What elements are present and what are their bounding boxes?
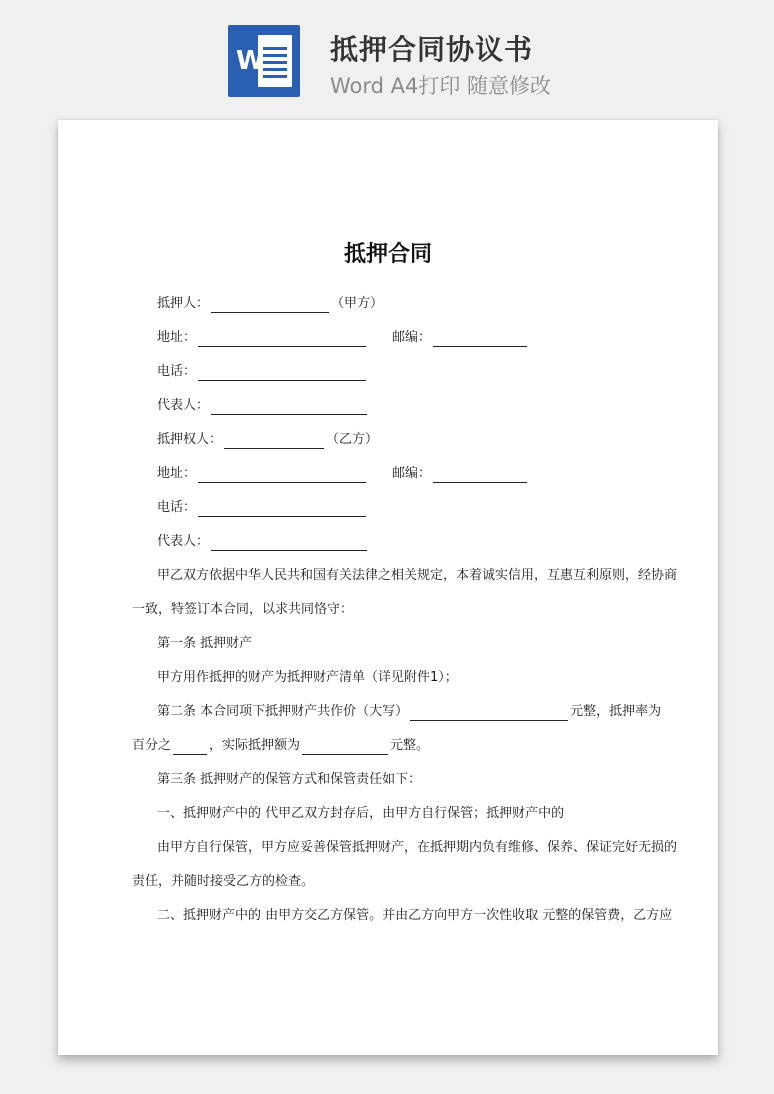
postcode-a-blank[interactable] [433,332,527,347]
watermark: ​ [92,451,104,470]
rep-label: 代表人： [157,398,210,413]
rep-a-blank[interactable] [211,400,367,415]
rep-b-blank[interactable] [211,536,367,551]
mortgagee-label: 抵押权人： [157,432,223,447]
article-2-line-1 [157,703,661,721]
actual-amount-label: ，实际抵押额为 [209,738,301,753]
word-letter-icon: W [236,46,265,76]
mortgagor-label: 抵押人： [157,296,210,311]
preamble-line-1: 甲乙双方依据中华人民共和国有关法律之相关规定，本着诚实信用，互惠互利原则，经协商 [157,568,678,583]
rep-b-line [157,533,369,551]
party-a-suffix: （甲方） [331,296,384,311]
address-a-blank[interactable] [198,332,366,347]
address-label: 地址： [157,330,197,345]
phone-b-line [157,499,368,517]
article-2-prefix: 第二条 本合同项下抵押财产共作价（大写） [157,704,409,719]
article-2-line-2 [132,737,429,755]
rep-label: 代表人： [157,534,210,549]
party-b-suffix: （乙方） [326,432,379,447]
article-1-title: 第一条 抵押财产 [157,636,253,651]
address-label: 地址： [157,466,197,481]
valuation-blank[interactable] [410,706,568,721]
postcode-b-line [392,465,529,483]
article-3-item-1-cont-1: 由甲方自行保管，甲方应妥善保管抵押财产，在抵押期内负有维修、保养、保证完好无损的 [157,840,678,855]
actual-amount-blank[interactable] [302,740,388,755]
article-2-suffix: 元整，抵押率为 [570,704,662,719]
article-1-text: 甲方用作抵押的财产为抵押财产清单（详见附件1）； [157,670,458,685]
banner-subtitle: Word A4打印 随意修改 [330,74,552,98]
preamble-line-2: 一致，特签订本合同，以求共同恪守： [132,602,354,617]
article-3-item-2: 二、抵押财产中的 由甲方交乙方保管。并由乙方向甲方一次性收取 元整的保管费，乙方应 [157,908,673,923]
postcode-label: 邮编： [392,330,432,345]
article-3-title: 第三条 抵押财产的保管方式和保管责任如下： [157,772,422,787]
postcode-a-line [392,329,529,347]
header [0,0,774,120]
actual-amount-suffix: 元整。 [390,738,430,753]
percent-prefix: 百分之 [132,738,172,753]
phone-b-blank[interactable] [198,502,366,517]
article-3-item-1-cont-2: 责任，并随时接受乙方的检查。 [132,874,315,889]
banner-title: 抵押合同协议书 [330,33,534,66]
article-3-item-1: 一、抵押财产中的 代甲乙双方封存后，由甲方自行保管；抵押财产中的 [157,806,565,821]
document-title: 抵押合同 [343,242,432,267]
address-a-line [157,329,368,347]
mortgagee-blank[interactable] [224,434,324,449]
rep-a-line [157,397,369,415]
phone-a-line [157,363,368,381]
postcode-b-blank[interactable] [433,468,527,483]
mortgagor-line [157,295,383,313]
phone-label: 电话： [157,364,197,379]
address-b-blank[interactable] [198,468,366,483]
phone-label: 电话： [157,500,197,515]
address-b-line [157,465,368,483]
mortgagee-line [157,431,378,449]
mortgagor-blank[interactable] [211,298,329,313]
document-page [58,120,718,1055]
percent-blank[interactable] [173,740,207,755]
word-app-icon [228,25,300,97]
phone-a-blank[interactable] [198,366,366,381]
postcode-label: 邮编： [392,466,432,481]
